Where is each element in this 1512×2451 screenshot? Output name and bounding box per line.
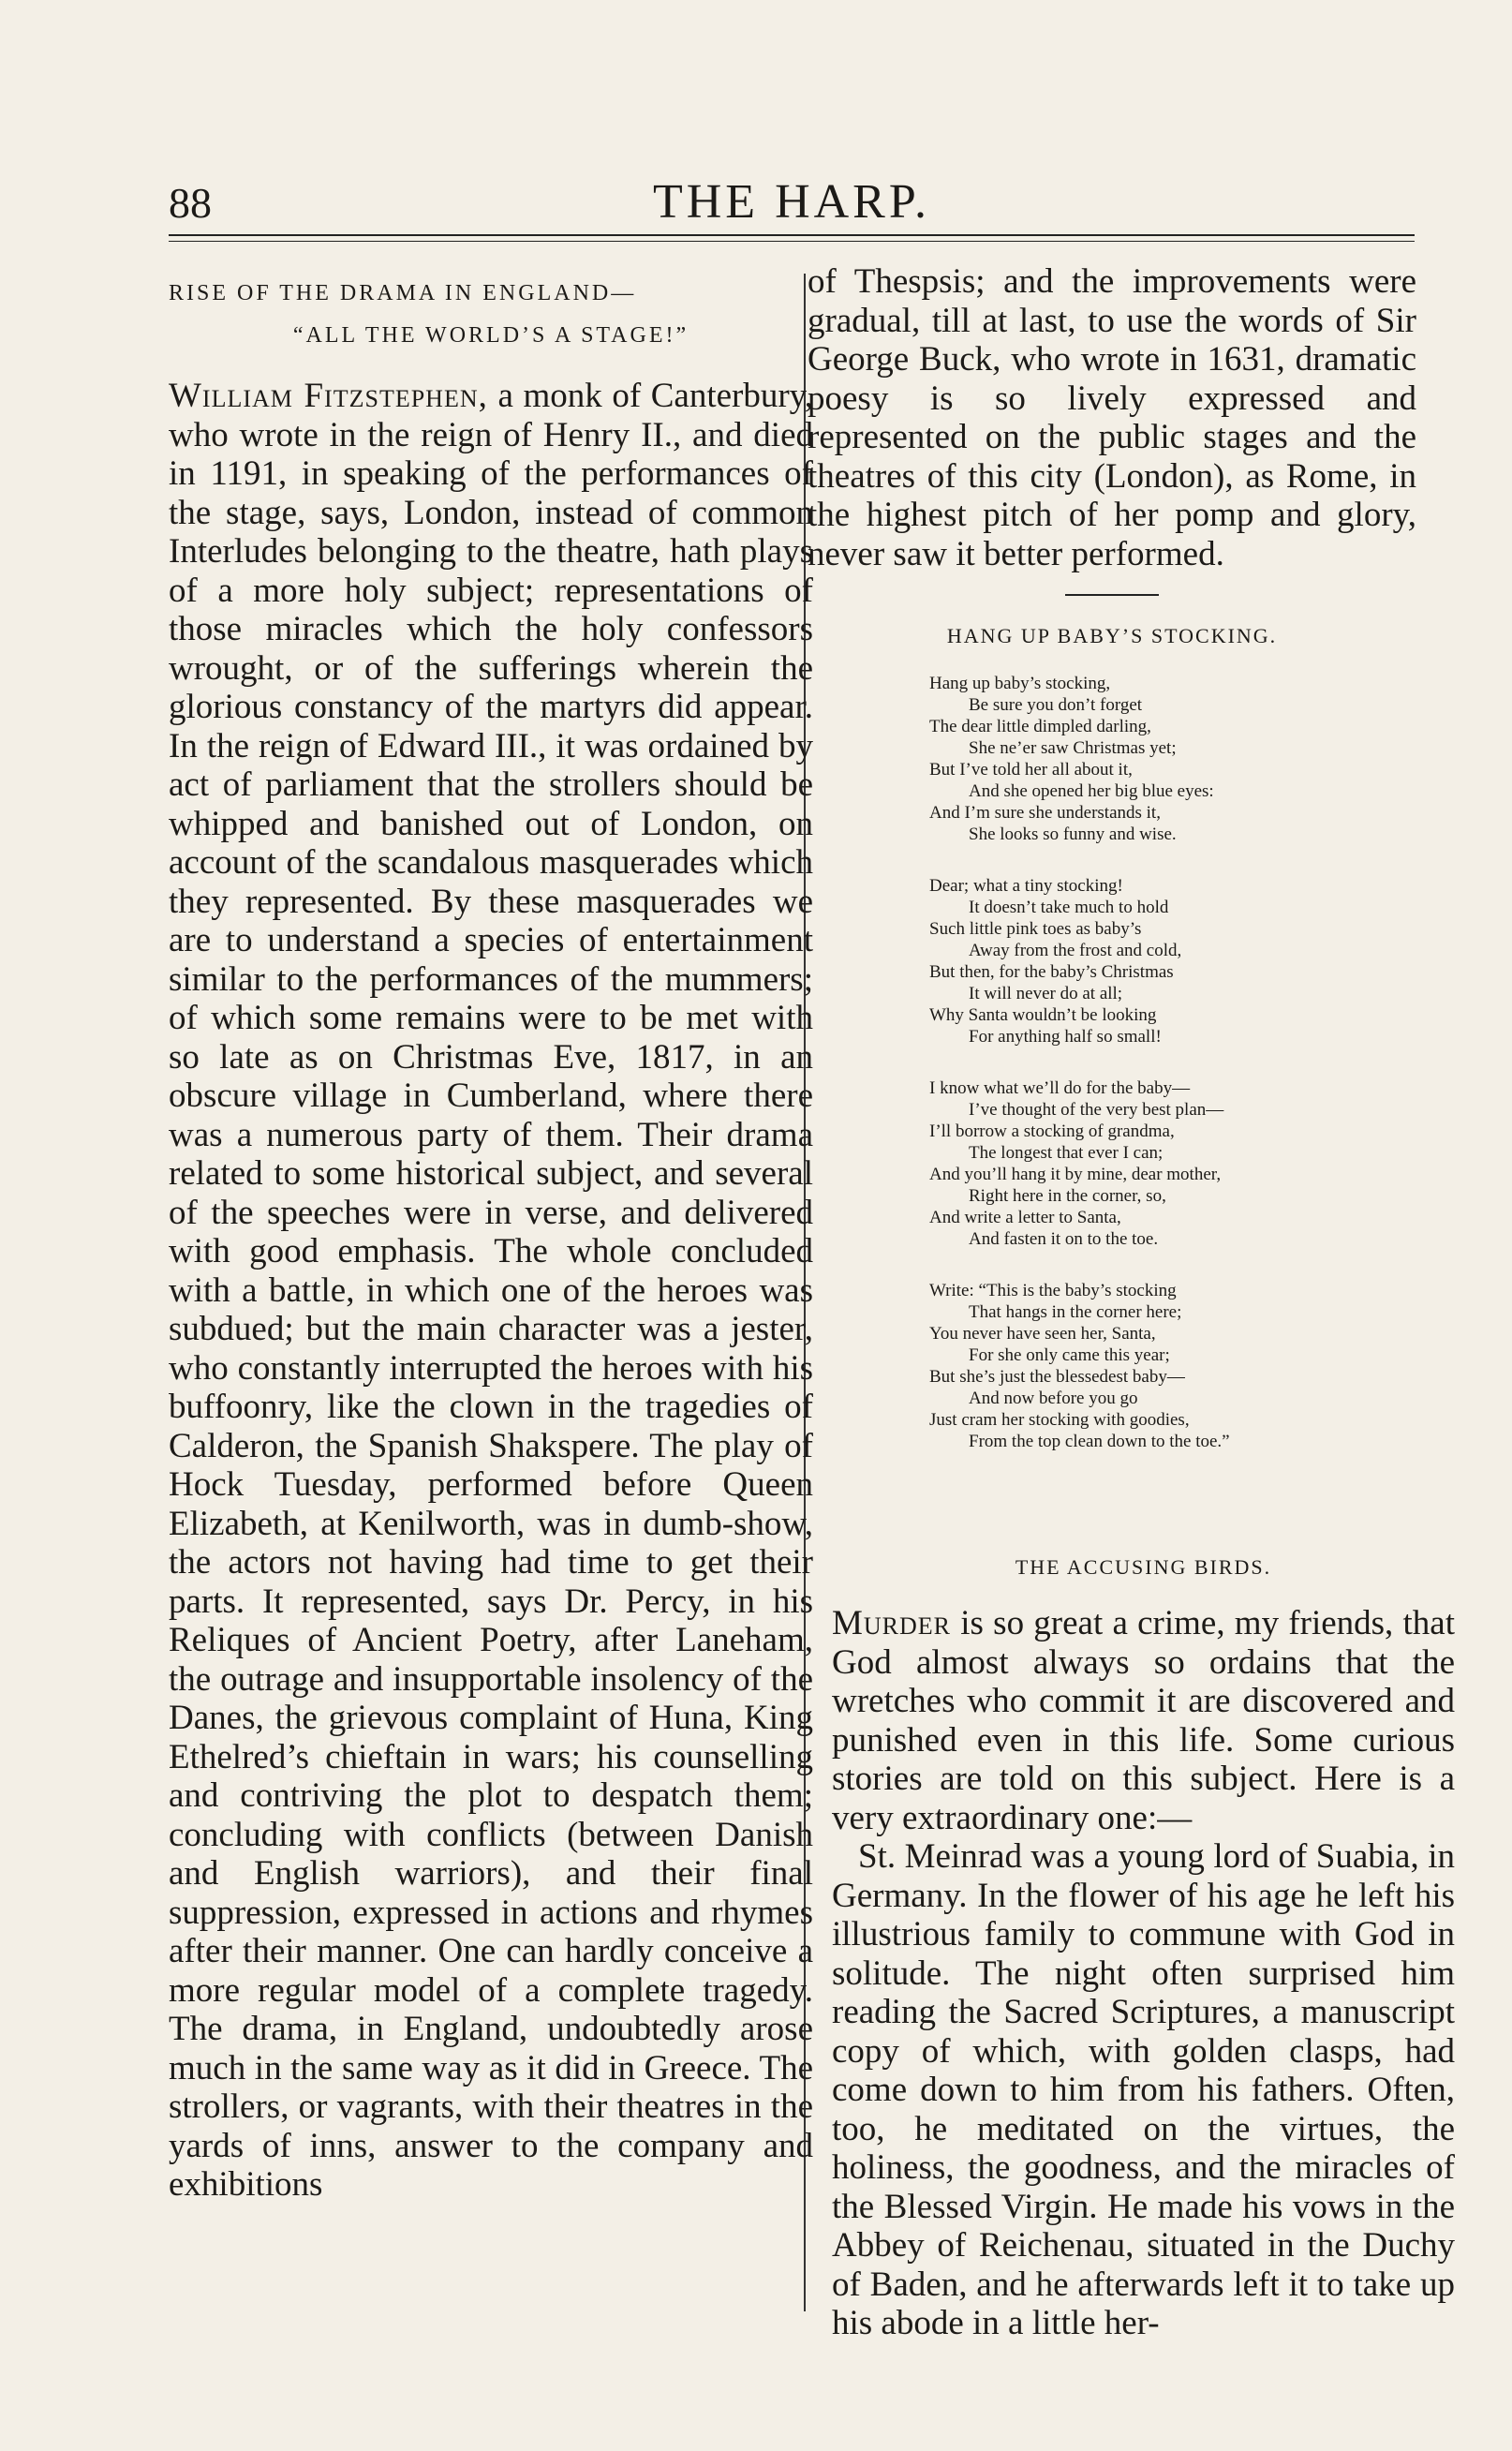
header-rule [169,234,1415,236]
poem-line: Such little pink toes as baby’s [929,919,1142,939]
article2-para1 [832,1604,1455,1837]
poem-line: The dear little dimpled darling, [929,717,1151,736]
poem-line: For anything half so small! [969,1027,1162,1047]
poem-line: Away from the frost and cold, [969,941,1182,960]
poem-line: But she’s just the blessedest baby— [929,1367,1185,1387]
section-divider [1065,594,1159,596]
article-body-left [169,377,813,2205]
poem-stanza [929,1280,1416,1452]
right-column-top [808,262,1416,1482]
poem-line: And now before you go [969,1389,1138,1408]
poem-line: For she only came this year; [969,1345,1170,1365]
article2-lead: Murder [832,1604,952,1642]
poem-line: She looks so funny and wise. [969,824,1177,844]
right-column-bottom [832,1555,1455,2343]
poem-line: Hang up baby’s stocking, [929,674,1111,693]
article-subtitle: “ALL THE WORLD’S A STAGE!” [292,323,689,348]
article-title: RISE OF THE DRAMA IN ENGLAND— [169,281,637,305]
article2-para2: St. Meinrad was a young lord of Suabia, in Germany. In the flower of his age he left his illustrious family to commune with God in solitude. The night often surprised him reading the Sacred Scriptures, a manuscript copy of which, with golden clasps, had come down to him from his fathers. Often, too, he meditated on the virtues, the holiness, the goodness, and the miracles of the Blessed Virgin. He made his vows in the Abbey of Reichenau, situated in the Duchy of Baden, and he afterwards left it to take up his abode in a little her- [832,1837,1455,2342]
poem-line: Write: “This is the baby’s stocking [929,1281,1177,1300]
poem-line: You never have seen her, Santa, [929,1324,1156,1344]
poem-title: HANG UP BABY’S STOCKING. [946,624,1278,647]
poem-line: Dear; what a tiny stocking! [929,876,1123,896]
poem-line: And write a letter to Santa, [929,1208,1121,1227]
poem-stanza [929,673,1416,845]
poem-line: That hangs in the corner here; [969,1302,1182,1322]
poem-line: Why Santa wouldn’t be looking [929,1005,1157,1025]
article2-text: is so great a crime, my friends, that God almost always so ordains that the wretches who commit it are discovered and punished even in this life. Some curious stories are told on this subject. Here is a very extraordinary one:— [832,1604,1456,1837]
poem-line: I’ll borrow a stocking of grandma, [929,1122,1175,1141]
poem-line: But I’ve told her all about it, [929,760,1133,780]
poem-line: Be sure you don’t forget [969,695,1143,715]
poem-line: And I’m sure she understands it, [929,803,1161,823]
poem-line: From the top clean down to the toe.” [969,1432,1230,1451]
poem-stanza [929,875,1416,1047]
article-continuation: of Thespsis; and the improvements were gradual, till at last, to use the words of Sir George Buck, who wrote in 1631, dramatic poesy is so lively expressed and represented on the public stages and the theatres of this city (London), as Rome, in the highest pitch of her pomp and glory, never saw it better performed. [808,262,1416,573]
poem-line: I’ve thought of the very best plan— [969,1100,1224,1120]
poem-line: And she opened her big blue eyes: [969,781,1214,801]
left-column [169,281,813,2205]
poem-line: Right here in the corner, so, [969,1186,1166,1206]
poem-line: Just cram her stocking with goodies, [929,1410,1190,1430]
poem-line: And fasten it on to the toe. [969,1229,1159,1249]
poem-line: It will never do at all; [969,984,1123,1003]
poem [929,673,1416,1452]
poem-line: But then, for the baby’s Christmas [929,962,1174,982]
poem-line: It doesn’t take much to hold [969,898,1169,917]
article2-title: THE ACCUSING BIRDS. [1015,1555,1272,1579]
poem-line: The longest that ever I can; [969,1143,1164,1163]
page-number: 88 [169,179,212,227]
poem-line: I know what we’ll do for the baby— [929,1078,1191,1098]
poem-stanza [929,1077,1416,1250]
poem-line: She ne’er saw Christmas yet; [969,738,1177,758]
article-lead: William Fitzstephen, [169,377,488,415]
poem-line: And you’ll hang it by mine, dear mother, [929,1165,1222,1184]
running-head: THE HARP. [652,175,931,229]
article-text: a monk of Canterbury, who wrote in the reign of Henry II., and died in 1191, in speaking of the performances of the stage, says, London, instead of common Interludes belonging to the theatre, hath plays of a more holy subject; representations of those miracles which the holy confessors wrought, or of the sufferings wherein the glorious constancy of the martyrs did appear. In the reign of Edward III., it was ordained by act of parliament that the strollers should be whipped and banished out of London, on account of the scandalous masquerades which they represented. By these masquerades we are to understand a species of entertainment similar to the performances of the mummers; of which some remains were to be met with so late as on Christmas Eve, 1817, in an obscure village in Cumberland, where there was a numerous party of them. Their drama related to some historical subject, and several of the speeches were in verse, and delivered with good emphasis. The whole concluded with a battle, in which one of the heroes was subdued; but the main character was a jester, who constantly interrupted the heroes with his buffoonry, like the clown in the tragedies of Calderon, the Spanish Shakspere. The play of Hock Tuesday, performed before Queen Elizabeth, at Kenilworth, was in dumb-show, the actors not having had time to get their parts. It represented, says Dr. Percy, in his Reliques of Ancient Poetry, after Laneham, the outrage and insupportable insolency of the Danes, the grievous complaint of Huna, King Ethelred’s chieftain in wars; his counselling and contriving the plot to despatch them; concluding with conflicts (between Danish and English warriors), and their final suppression, expressed in actions and rhymes after their manner. One can hardly conceive a more regular model of a complete tragedy. The drama, in England, undoubtedly arose much in the same way as it did in Greece. The strollers, or vagrants, with their theatres in the yards of inns, answer to the company and exhibitions [169,377,814,2204]
header-rule-thin [169,241,1415,242]
